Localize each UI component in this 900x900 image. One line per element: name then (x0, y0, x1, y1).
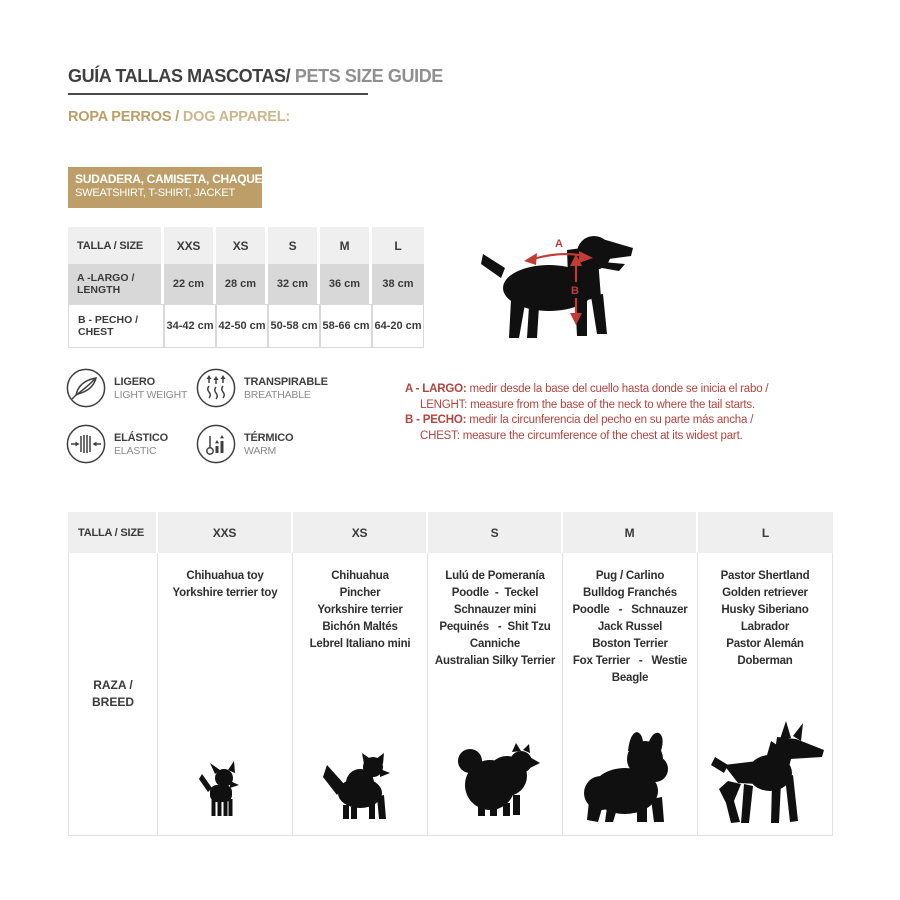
title-underline (68, 93, 368, 95)
breed-line: Beagle (611, 672, 649, 684)
feature-title: LIGERO (114, 375, 155, 388)
feature-subtitle: WARM (244, 444, 277, 457)
chest-xxs: 34-42 cm (164, 304, 216, 348)
breed-line: Golden retriever (722, 587, 808, 599)
breed-line: Husky Siberiano (721, 604, 809, 616)
size-table-header-label: TALLA / SIZE (68, 227, 164, 264)
note-a-es (405, 382, 825, 398)
breed-line: Lulú de Pomeranía (445, 570, 545, 582)
breed-header-label: TALLA / SIZE (68, 512, 158, 553)
elastic-icon (66, 424, 106, 464)
breed-line: Chihuahua (331, 570, 389, 582)
feature-title: TRANSPIRABLE (244, 375, 328, 388)
breed-line: Yorkshire terrier toy (172, 587, 278, 599)
chest-xs: 42-50 cm (216, 304, 268, 348)
chest-m: 58-66 cm (320, 304, 372, 348)
svg-text:B: B (571, 285, 579, 297)
breed-row-label (68, 553, 158, 836)
breed-line: Jack Russel (597, 621, 663, 633)
breed-row-label-es: RAZA / (93, 678, 133, 692)
long-haired-chihuahua-silhouette (322, 753, 398, 821)
breed-line: Chihuahua toy (186, 570, 264, 582)
breed-col-xxs: XXS (158, 512, 293, 553)
breed-line: Lebrel Italiano mini (309, 638, 411, 650)
title-secondary: PETS SIZE GUIDE (290, 66, 443, 86)
note-b-en: CHEST: measure the circumference of the chest at its widest part. (420, 429, 743, 442)
breed-col-xs: XS (293, 512, 428, 553)
breed-line: Schnauzer mini (453, 604, 537, 616)
breed-table-body-row (68, 553, 833, 836)
length-xxs: 22 cm (164, 264, 216, 304)
breed-line: Labrador (740, 621, 790, 633)
breed-line: Yorkshire terrier (317, 604, 403, 616)
french-bulldog-silhouette (581, 731, 679, 823)
chest-l: 64-20 cm (372, 304, 424, 348)
breed-table-header-row (68, 512, 833, 553)
breed-list-xxs (173, 553, 278, 602)
svg-text:A: A (555, 238, 563, 250)
size-col-s: S (268, 227, 320, 264)
size-col-l: L (372, 227, 424, 264)
category-line-en: SWEATSHIRT, T-SHIRT, JACKET (75, 187, 236, 199)
breed-cell-xs (293, 553, 428, 836)
chest-row-label: B - PECHO / CHEST (68, 304, 164, 348)
size-col-m: M (320, 227, 372, 264)
note-b-label: B - PECHO: (405, 414, 467, 426)
feature-list (66, 368, 356, 464)
pomeranian-silhouette (450, 743, 540, 817)
note-a-label: A - LARGO: (405, 383, 467, 395)
breed-col-s: S (428, 512, 563, 553)
page-title (68, 66, 443, 95)
note-b-text: medir la circunferencia del pecho en su parte más ancha / (466, 414, 754, 426)
apparel-category-box (68, 167, 280, 208)
length-l: 38 cm (372, 264, 424, 304)
breed-line: Bichón Maltés (322, 621, 398, 633)
breed-line: Pincher (339, 587, 381, 599)
size-col-xs: XS (216, 227, 268, 264)
breed-col-m: M (563, 512, 698, 553)
category-line-es: SUDADERA, CAMISETA, CHAQUETA/ (75, 172, 280, 186)
breed-line: Poodle - Teckel (451, 587, 539, 599)
breed-cell-s (428, 553, 563, 836)
breed-line: Pastor Alemán (726, 638, 804, 650)
breed-line: Bulldog Franchés (583, 587, 677, 599)
title-primary: GUÍA TALLAS MASCOTAS/ (68, 66, 291, 86)
breed-line: Fox Terrier - Westie (572, 655, 688, 667)
note-a-text: medir desde la base del cuello hasta donde se inicia el rabo / (466, 383, 769, 395)
breed-list-s (435, 553, 555, 670)
breed-line: Boston Terrier (592, 638, 668, 650)
breed-line: Doberman (737, 655, 793, 667)
breed-row-label-en: BREED (91, 695, 134, 709)
breed-table (68, 512, 833, 836)
breed-cell-l (698, 553, 833, 836)
note-a-en: LENGHT: measure from the base of the neck to where the tail starts. (420, 398, 755, 411)
breed-line: Pastor Shertland (720, 570, 810, 582)
subtitle-primary: ROPA PERROS / (68, 109, 183, 125)
breed-col-l: L (698, 512, 833, 553)
size-table-header-row (68, 227, 424, 264)
section-subtitle (68, 109, 290, 125)
breed-line: Pequinés - Shit Tzu (439, 621, 551, 633)
breed-list-xs (310, 553, 411, 653)
length-row-label: A -LARGO / LENGTH (68, 264, 164, 304)
breed-list-l (721, 553, 810, 670)
measure-diagram-dog-silhouette (475, 224, 660, 342)
breed-line: Pug / Carlino (595, 570, 665, 582)
breed-cell-xxs (158, 553, 293, 836)
chest-s: 50-58 cm (268, 304, 320, 348)
length-m: 36 cm (320, 264, 372, 304)
feature-title: ELÁSTICO (114, 431, 169, 444)
note-b-es (405, 413, 825, 429)
breathable-icon (196, 368, 236, 408)
breed-line: Poodle - Schnauzer (572, 604, 688, 616)
apparel-size-table (68, 227, 424, 348)
breed-line: Australian Silky Terrier (434, 655, 556, 667)
feature-title: TÉRMICO (244, 431, 294, 444)
breed-list-m (572, 553, 687, 687)
feature-breathable (196, 368, 356, 408)
doberman-silhouette (702, 721, 828, 825)
size-col-xxs: XXS (164, 227, 216, 264)
feather-icon (66, 368, 106, 408)
subtitle-secondary: DOG APPAREL: (182, 109, 291, 125)
feature-elastic (66, 424, 196, 464)
thermometer-icon (196, 424, 236, 464)
feature-lightweight (66, 368, 196, 408)
feature-subtitle: ELASTIC (114, 444, 157, 457)
measurement-notes (405, 382, 825, 444)
breed-cell-m (563, 553, 698, 836)
length-xs: 28 cm (216, 264, 268, 304)
feature-subtitle: BREATHABLE (244, 388, 311, 401)
feature-warm (196, 424, 356, 464)
length-row (68, 264, 424, 304)
length-s: 32 cm (268, 264, 320, 304)
feature-subtitle: LIGHT WEIGHT (114, 388, 188, 401)
breed-line: Canniche (469, 638, 521, 650)
chihuahua-toy-silhouette (195, 761, 255, 819)
chest-row (68, 304, 424, 348)
